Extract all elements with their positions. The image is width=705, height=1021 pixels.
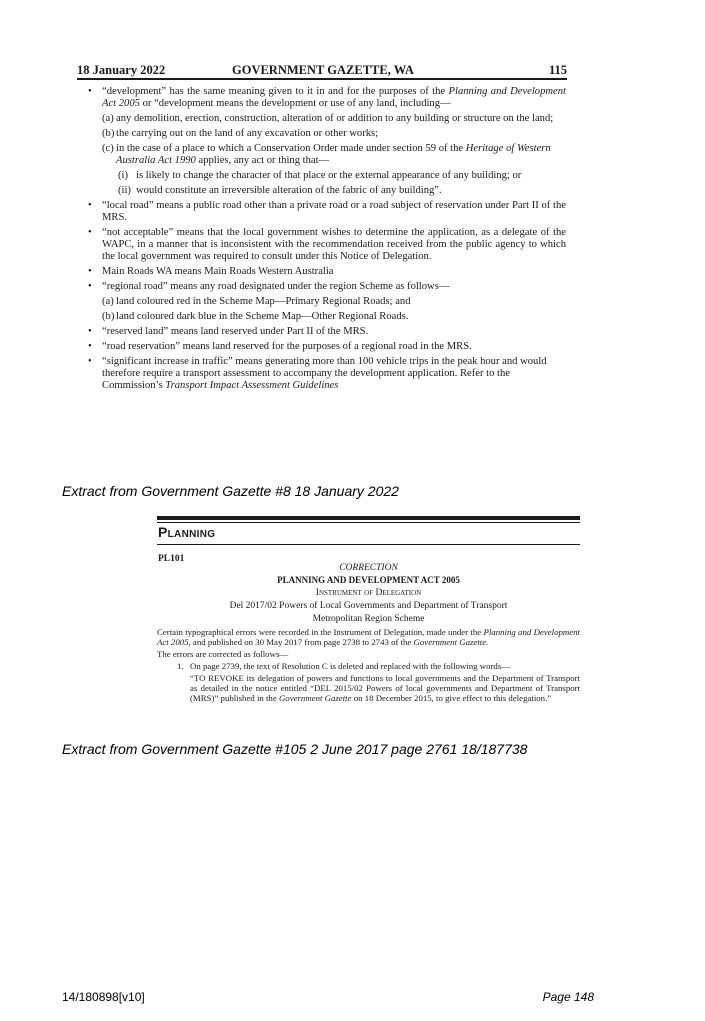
- section-rule: [157, 516, 580, 520]
- gazette-page-number: 115: [548, 63, 567, 77]
- list-item: (a) land coloured red in the Scheme Map—Primary Regional Roads; and: [102, 296, 411, 307]
- definition-reserved-land: • “reserved land” means land reserved under Part II of the MRS.: [88, 326, 566, 338]
- footer-doc-ref: 14/180898[v10]: [62, 990, 145, 1004]
- quoted-resolution: “TO REVOKE its delegation of powers and functions to local governments and the Department of Transport as detailed in the notice entitled “DEL 2015/02 Powers of local governments and Department of Transport (MRS)” published in the Government Gazette on 18 December 2015, to give effect to this delegation.”: [190, 673, 580, 703]
- header-rule: [77, 78, 567, 80]
- list-item: 1. On page 2739, the text of Resolution C is deleted and replaced with the following words—: [177, 661, 511, 671]
- definition-road-reservation: • “road reservation” means land reserved for the purposes of a regional road in the MRS.: [88, 341, 566, 353]
- correction-body: [157, 627, 580, 703]
- definition-significant-increase: • “significant increase in traffic” means generating more than 100 vehicle trips in the peak hour and would therefore require a transport assessment to accompany the development application. Refer to the Commission’s Transport Impact Assessment Guidelines: [88, 356, 566, 392]
- caption-gazette-105: Extract from Government Gazette #105 2 June 2017 page 2761 18/187738: [62, 741, 528, 757]
- list-item: (i) is likely to change the character of that place or the external appearance of any building; or: [118, 170, 522, 181]
- instrument-title: Instrument of Delegation: [315, 588, 422, 598]
- list-item: (b) land coloured dark blue in the Scheme Map—Other Regional Roads.: [102, 311, 409, 322]
- section-rule: [157, 522, 580, 523]
- act-title: PLANNING AND DEVELOPMENT ACT 2005: [277, 575, 460, 585]
- definition-not-acceptable: • “not acceptable” means that the local government wishes to determine the application, as a delegate of the WAPC, in a manner that is inconsistent with the recommendation received from the public agency to which the local government was required to consult under this Notice of Delegation.: [88, 227, 566, 263]
- gazette-date: 18 January 2022: [77, 63, 166, 77]
- definition-local-road: • “local road” means a public road other than a private road or a road subject of reservation under Part II of the MRS.: [88, 200, 566, 224]
- definition-development: • “development” has the same meaning given to it in and for the purposes of the Planning and Development Act 2005 or “development means the development or use of any land, including—: [88, 86, 566, 110]
- definition-regional-road: • “regional road” means any road designated under the region Scheme as follows—: [88, 281, 566, 293]
- section-heading: Planning: [158, 524, 216, 540]
- section-rule: [157, 544, 580, 545]
- scheme-title: Metropolitan Region Scheme: [312, 614, 425, 624]
- footer-page-number: Page 148: [542, 990, 594, 1004]
- list-item: (b) the carrying out on the land of any excavation or other works;: [102, 128, 379, 139]
- definitions-list: [88, 86, 566, 395]
- paragraph: The errors are corrected as follows—: [157, 649, 289, 659]
- caption-gazette-8: Extract from Government Gazette #8 18 January 2022: [62, 483, 399, 499]
- definition-main-roads: • Main Roads WA means Main Roads Western Australia: [88, 266, 566, 278]
- list-item: (a) any demolition, erection, construction, alteration of or addition to any building or structure on the land;: [102, 113, 554, 124]
- gazette-title: GOVERNMENT GAZETTE, WA: [232, 63, 414, 77]
- list-item: (ii) would constitute an irreversible alteration of the fabric of any building”.: [118, 185, 442, 196]
- correction-label: CORRECTION: [339, 563, 398, 573]
- paragraph: Certain typographical errors were recorded in the Instrument of Delegation, made under the Planning and Development Act 2005, and published on 30 May 2017 from page 2738 to 2743 of the Government Gazette.: [157, 627, 580, 647]
- list-item: (c) in the case of a place to which a Conservation Order made under section 59 of the Heritage of Western Australia Act 1990 applies, any act or thing that—: [102, 143, 551, 166]
- delegation-title: Del 2017/02 Powers of Local Governments and Department of Transport: [229, 601, 508, 611]
- gazette-header: [77, 61, 567, 79]
- notice-code: PL101: [158, 554, 185, 564]
